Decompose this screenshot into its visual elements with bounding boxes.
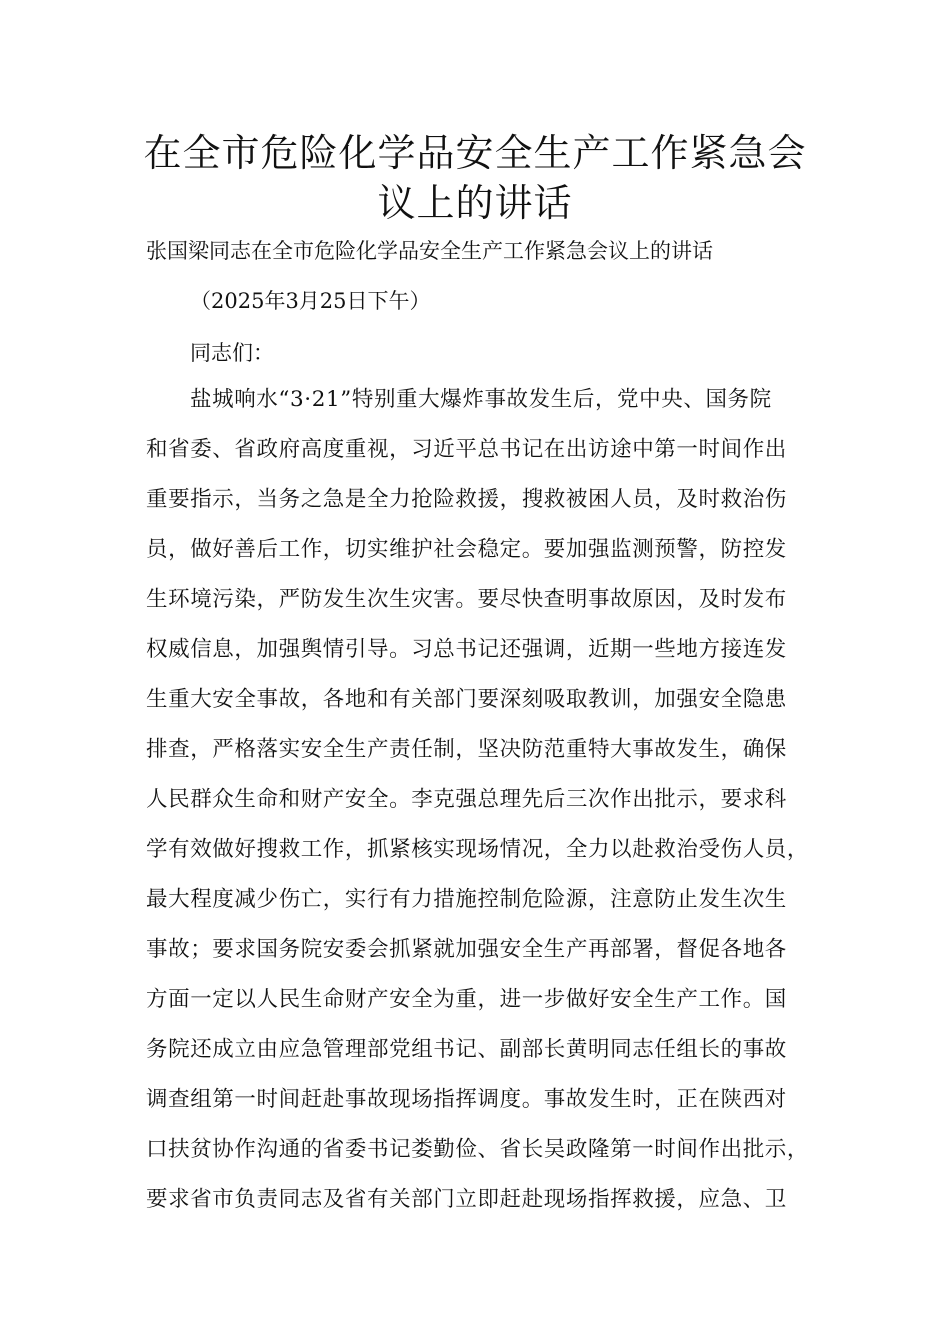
- body-line: 方面一定以人民生命财产安全为重，进一步做好安全生产工作。国: [146, 987, 787, 1012]
- body-line: 权威信息，加强舆情引导。习总书记还强调，近期一些地方接连发: [146, 637, 787, 662]
- body-line: 和省委、省政府高度重视，习近平总书记在出访途中第一时间作出: [146, 437, 787, 462]
- body-line: 口扶贫协作沟通的省委书记娄勤俭、省长吴政隆第一时间作出批示，: [146, 1137, 810, 1162]
- salutation: 同志们：: [190, 341, 274, 365]
- body-line: 要求省市负责同志及省有关部门立即赶赴现场指挥救援，应急、卫: [146, 1187, 787, 1212]
- speech-subtitle: 张国梁同志在全市危险化学品安全生产工作紧急会议上的讲话: [146, 239, 713, 263]
- body-line: 学有效做好搜救工作，抓紧核实现场情况，全力以赴救治受伤人员，: [146, 837, 810, 862]
- body-paragraph: [146, 382, 826, 1232]
- document-title: [120, 128, 830, 228]
- body-line: 事故；要求国务院安委会抓紧就加强安全生产再部署，督促各地各: [146, 937, 787, 962]
- body-line: 重要指示，当务之急是全力抢险救援，搜救被困人员，及时救治伤: [146, 487, 787, 512]
- title-line-1: 在全市危险化学品安全生产工作紧急会: [143, 131, 807, 175]
- body-line: 生环境污染，严防发生次生灾害。要尽快查明事故原因，及时发布: [146, 587, 787, 612]
- title-line-2: 议上的讲话: [377, 181, 573, 225]
- body-line: 生重大安全事故，各地和有关部门要深刻吸取教训，加强安全隐患: [146, 687, 787, 712]
- speech-date: （2025年3月25日下午）: [190, 289, 431, 313]
- body-line: 人民群众生命和财产安全。李克强总理先后三次作出批示，要求科: [146, 787, 787, 812]
- body-line: 盐城响水“3·21”特别重大爆炸事故发生后，党中央、国务院: [190, 387, 772, 412]
- body-line: 最大程度减少伤亡，实行有力措施控制危险源，注意防止发生次生: [146, 887, 787, 912]
- body-line: 排查，严格落实安全生产责任制，坚决防范重特大事故发生，确保: [146, 737, 787, 762]
- body-line: 员，做好善后工作，切实维护社会稳定。要加强监测预警，防控发: [146, 537, 787, 562]
- body-line: 务院还成立由应急管理部党组书记、副部长黄明同志任组长的事故: [146, 1037, 787, 1062]
- body-line: 调查组第一时间赶赴事故现场指挥调度。事故发生时，正在陕西对: [146, 1087, 787, 1112]
